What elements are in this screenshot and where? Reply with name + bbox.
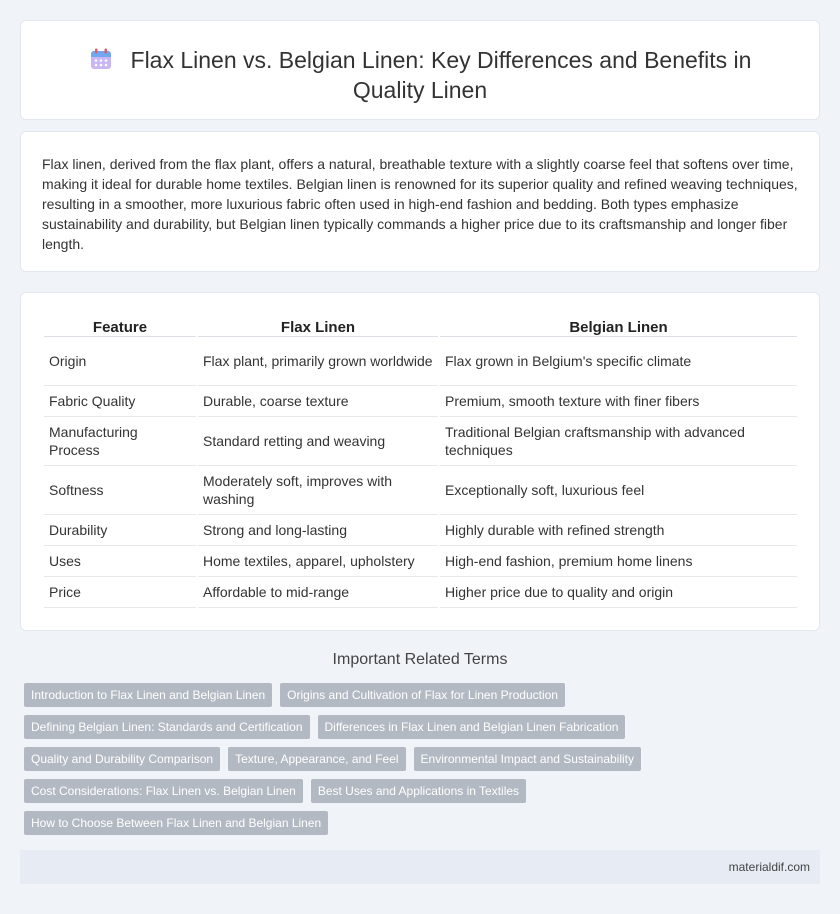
- table-row: [44, 386, 797, 417]
- table-cell: Higher price due to quality and origin: [440, 577, 797, 608]
- column-header: Belgian Linen: [440, 314, 797, 337]
- related-term-link[interactable]: Texture, Appearance, and Feel: [228, 747, 405, 771]
- table-row: [44, 417, 797, 466]
- table-cell: Premium, smooth texture with finer fibers: [440, 386, 797, 417]
- tag-row: [24, 779, 824, 803]
- page-title: Flax Linen vs. Belgian Linen: Key Differences and Benefits in Quality Linen: [130, 47, 752, 103]
- table-cell: High-end fashion, premium home linens: [440, 546, 797, 577]
- table-cell: Standard retting and weaving: [198, 417, 438, 466]
- related-term-link[interactable]: Introduction to Flax Linen and Belgian Linen: [24, 683, 272, 707]
- intro-card: [20, 131, 820, 272]
- comparison-table-card: [20, 292, 820, 631]
- tag-row: [24, 747, 824, 771]
- table-row: [44, 515, 797, 546]
- table-cell: Exceptionally soft, luxurious feel: [440, 466, 797, 515]
- table-cell: Fabric Quality: [44, 386, 196, 417]
- table-cell: Durability: [44, 515, 196, 546]
- related-term-link[interactable]: Quality and Durability Comparison: [24, 747, 220, 771]
- related-term-link[interactable]: Differences in Flax Linen and Belgian Linen Fabrication: [318, 715, 626, 739]
- related-terms-title: Important Related Terms: [332, 651, 508, 668]
- column-header: Flax Linen: [198, 314, 438, 337]
- table-cell: Manufacturing Process: [44, 417, 196, 466]
- table-cell: Flax grown in Belgium's specific climate: [440, 337, 797, 386]
- table-cell: Highly durable with refined strength: [440, 515, 797, 546]
- related-term-link[interactable]: Defining Belgian Linen: Standards and Certification: [24, 715, 310, 739]
- calendar-icon: [89, 47, 113, 71]
- column-header: Feature: [44, 314, 196, 337]
- table-cell: Price: [44, 577, 196, 608]
- related-term-link[interactable]: Best Uses and Applications in Textiles: [311, 779, 526, 803]
- tag-row: [24, 683, 824, 707]
- table-cell: Traditional Belgian craftsmanship with advanced techniques: [440, 417, 797, 466]
- table-cell: Strong and long-lasting: [198, 515, 438, 546]
- related-term-link[interactable]: Origins and Cultivation of Flax for Linen Production: [280, 683, 565, 707]
- table-row: [44, 577, 797, 608]
- related-term-link[interactable]: How to Choose Between Flax Linen and Belgian Linen: [24, 811, 328, 835]
- table-cell: Softness: [44, 466, 196, 515]
- footer-site-name: materialdif.com: [728, 860, 810, 874]
- table-cell: Durable, coarse texture: [198, 386, 438, 417]
- intro-paragraph: Flax linen, derived from the flax plant, offers a natural, breathable texture with a slightly coarse feel that softens over time, making it ideal for durable home textiles. Belgian linen is renowned for its superior quality and refined weaving techniques, resulting in a smoother, more luxurious fabric often used in high-end fashion and bedding. Both types emphasize sustainability and durability, but Belgian linen typically commands a higher price due to its craftsmanship and longer fiber length.: [42, 156, 798, 252]
- table-row: [44, 466, 797, 515]
- tag-row: [24, 811, 824, 835]
- table-cell: Flax plant, primarily grown worldwide: [198, 337, 438, 386]
- table-cell: Uses: [44, 546, 196, 577]
- table-cell: Origin: [44, 337, 196, 386]
- table-row: [44, 546, 797, 577]
- related-term-link[interactable]: Environmental Impact and Sustainability: [414, 747, 641, 771]
- related-term-link[interactable]: Cost Considerations: Flax Linen vs. Belgian Linen: [24, 779, 303, 803]
- table-cell: Moderately soft, improves with washing: [198, 466, 438, 515]
- related-terms-list: [24, 683, 824, 843]
- table-cell: Home textiles, apparel, upholstery: [198, 546, 438, 577]
- comparison-table: [42, 314, 799, 608]
- page-title-block: [61, 45, 779, 105]
- table-header-row: [44, 314, 797, 337]
- table-cell: Affordable to mid-range: [198, 577, 438, 608]
- header-card: [20, 20, 820, 120]
- table-row: [44, 337, 797, 386]
- footer-bar: [20, 850, 820, 884]
- tag-row: [24, 715, 824, 739]
